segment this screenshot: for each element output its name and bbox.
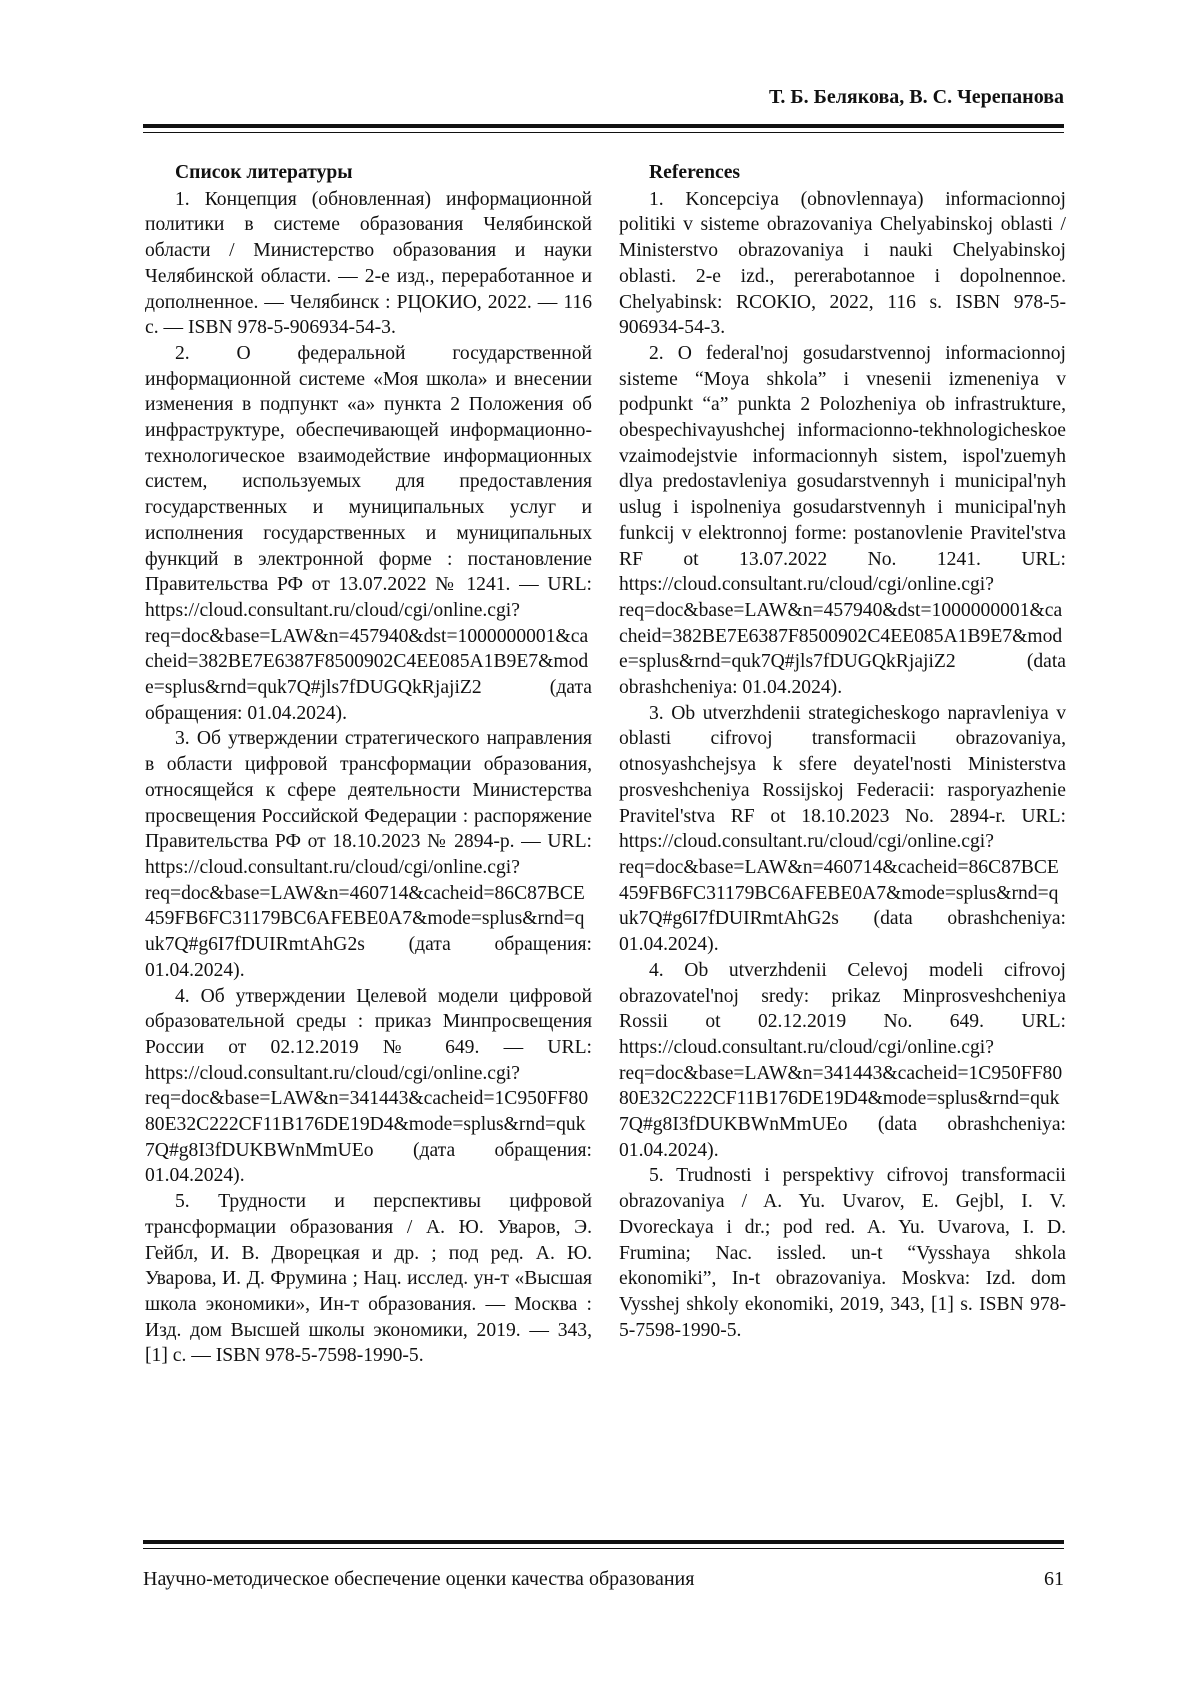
- reference-item-en-5: 5. Trudnosti i perspektivy cifrovoj transformacii obrazovaniya / A. Yu. Uvarov, E. Gejbl, I. V. Dvoreckaya i dr.; pod red. A. Yu. Uvarova, I. D. Frumina; Nac. issled. un-t “Vysshaya shkola ekonomiki”, In-t obrazovaniya. Moskva: Izd. dom Vysshej shkoly ekonomiki, 2019, 343, [1] s. ISBN 978-5-7598-1990-5.: [619, 1165, 1066, 1341]
- footer-rule-thin: [143, 1548, 1064, 1549]
- references-english-heading: References: [649, 162, 741, 183]
- reference-item-en-4: 4. Ob utverzhdenii Celevoj modeli cifrovoj obrazovatel'noj sredy: prikaz Minprosveshcheniya Rossii ot 02.12.2019 No. 649. URL: https://cloud.consultant.ru/cloud/cgi/online.cgi?req=doc&base=LAW&n=341443&cacheid=1C950FF8080E32C222CF11B176DE19D4&mode=splus&rnd=quk7Q#g8I3fDUKBWnMmUEo (data obrashcheniya: 01.04.2024).: [619, 959, 1066, 1161]
- footer-rule-thick: [143, 1540, 1064, 1544]
- reference-item-ru-5: 5. Трудности и перспективы цифровой трансформации образования / А. Ю. Уваров, Э. Гейбл, И. В. Дворецкая и др. ; под ред. А. Ю. Уварова, И. Д. Фрумина ; Нац. исслед. ун-т «Высшая школа экономики», Ин-т образования. — Москва : Изд. дом Высшей школы экономики, 2019. — 343, [1] с. — ISBN 978-5-7598-1990-5.: [145, 1191, 592, 1367]
- reference-item-en-3: 3. Ob utverzhdenii strategicheskogo napravleniya v oblasti cifrovoj transformacii obrazovaniya, otnosyashchejsya k sfere deyatel'nosti Ministerstva prosveshcheniya Rossijskoj Federacii: rasporyazhenie Pravitel'stva RF ot 18.10.2023 No. 2894-r. URL: https://cloud.consultant.ru/cloud/cgi/online.cgi?req=doc&base=LAW&n=460714&cacheid=86C87BCE459FB6FC31179BC6AFEBE0A7&mode=splus&rnd=quk7Q#g6I7fDUIRmtAhG2s (data obrashcheniya: 01.04.2024).: [619, 702, 1066, 956]
- reference-item-ru-2: 2. О федеральной государственной информационной системе «Моя школа» и внесении изменения в подпункт «а» пункта 2 Положения об инфраструктуре, обеспечивающей информационно-технологическое взаимодействие информационных систем, используемых для предоставления государственных и муниципальных услуг и исполнения государственных и муниципальных функций в электронной форме : постановление Правительства РФ от 13.07.2022 № 1241. — URL: https://cloud.consultant.ru/cloud/cgi/online.cgi?req=doc&base=LAW&n=457940&dst=1000000001&cacheid=382BE7E6387F8500902C4EE085A1B9E7&mode=splus&rnd=quk7Q#jls7fDUGQkRjajiZ2 (дата обращения: 01.04.2024).: [145, 342, 592, 724]
- references-russian-heading: Список литературы: [175, 162, 353, 183]
- reference-item-ru-4: 4. Об утверждении Целевой модели цифровой образовательной среды : приказ Минпросвещения России от 02.12.2019 № 649. — URL: https://cloud.consultant.ru/cloud/cgi/online.cgi?req=doc&base=LAW&n=341443&cacheid=1C950FF8080E32C222CF11B176DE19D4&mode=splus&rnd=quk7Q#g8I3fDUKBWnMmUEo (дата обращения: 01.04.2024).: [145, 985, 592, 1187]
- footer-journal-title: Научно-методическое обеспечение оценки качества образования: [143, 1568, 695, 1590]
- reference-item-en-2: 2. O federal'noj gosudarstvennoj informacionnoj sisteme “Moya shkola” i vnesenii izmeneniya v podpunkt “a” punkta 2 Polozheniya ob infrastrukture, obespechivayushchej informacionno-tekhnologicheskoe vzaimodejstvie informacionnyh sistem, ispol'zuemyh dlya predostavleniya gosudarstvennyh i municipal'nyh uslug i ispolneniya gosudarstvennyh i municipal'nyh funkcij v elektronnoj forme: postanovlenie Pravitel'stva RF ot 13.07.2022 No. 1241. URL: https://cloud.consultant.ru/cloud/cgi/online.cgi?req=doc&base=LAW&n=457940&dst=1000000001&cacheid=382BE7E6387F8500902C4EE085A1B9E7&mode=splus&rnd=quk7Q#jls7fDUGQkRjajiZ2 (data obrashcheniya: 01.04.2024).: [619, 342, 1066, 699]
- references-russian-column: [145, 160, 592, 1369]
- reference-item-ru-3: 3. Об утверждении стратегического направления в области цифровой трансформации образования, относящейся к сфере деятельности Министерства просвещения Российской Федерации : распоряжение Правительства РФ от 18.10.2023 № 2894-р. — URL: https://cloud.consultant.ru/cloud/cgi/online.cgi?req=doc&base=LAW&n=460714&cacheid=86C87BCE459FB6FC31179BC6AFEBE0A7&mode=splus&rnd=quk7Q#g6I7fDUIRmtAhG2s (дата обращения: 01.04.2024).: [145, 728, 592, 981]
- header-rule-thick: [143, 124, 1064, 128]
- header-rule-thin: [143, 132, 1064, 133]
- reference-item-en-1: 1. Koncepciya (obnovlennaya) informacionnoj politiki v sisteme obrazovaniya Chelyabinskoj oblasti / Ministerstvo obrazovaniya i nauki Chelyabinskoj oblasti. 2-e izd., pererabotannoe i dopolnennoe. Chelyabinsk: RCOKIO, 2022, 116 s. ISBN 978-5-906934-54-3.: [619, 188, 1066, 339]
- references-transliterated-column: [619, 160, 1066, 1343]
- reference-item-ru-1: 1. Концепция (обновленная) информационной политики в системе образования Челябинской области / Министерство образования и науки Челябинской области. — 2-е изд., переработанное и дополненное. — Челябинск : РЦОКИО, 2022. — 116 с. — ISBN 978-5-906934-54-3.: [145, 188, 592, 339]
- running-head-authors: Т. Б. Белякова, В. С. Черепанова: [769, 86, 1064, 108]
- page-number: 61: [1044, 1568, 1064, 1590]
